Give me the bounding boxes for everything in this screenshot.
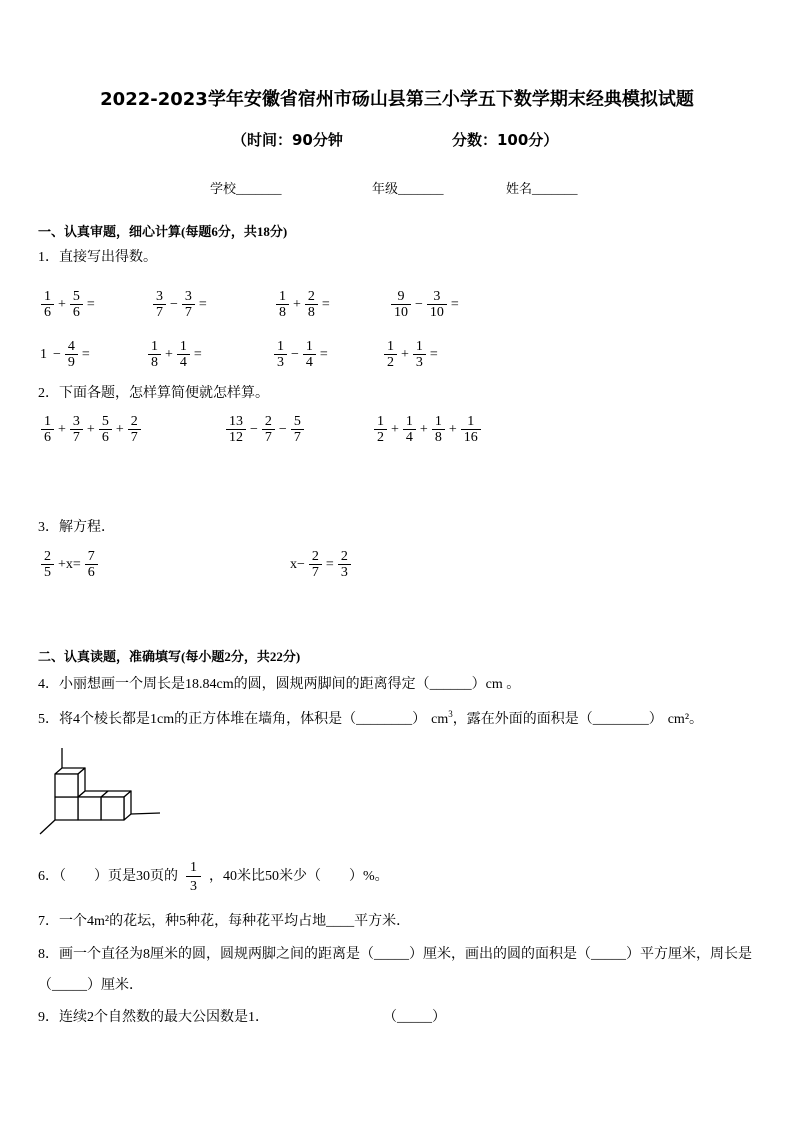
fraction-denominator: 6 (87, 565, 95, 580)
question-4: 4．小丽想画一个周长是18.84cm的圆，圆规两脚间的距离得定（______）cm 。 (38, 677, 521, 692)
fraction-denominator: 6 (101, 430, 109, 445)
fraction-denominator: 10 (394, 305, 408, 320)
question-5-text-b: ，露在外面的面积是（________） (452, 712, 663, 727)
unit-exponent: 3 (448, 709, 453, 719)
fraction-numerator: 4 (65, 340, 78, 355)
name-field: 姓名_______ (506, 181, 578, 196)
exam-time: （时间：90分钟 (232, 131, 343, 149)
fraction (70, 290, 83, 320)
operator: + (419, 422, 428, 437)
cube-stack-figure (30, 740, 170, 840)
fraction-numerator: 1 (148, 340, 161, 355)
fraction-denominator: 8 (151, 355, 158, 370)
operator: = (198, 297, 207, 312)
q2-expression (373, 415, 482, 445)
fraction-numerator: 3 (427, 290, 447, 305)
question-2-prompt: 2．下面各题，怎样算简便就怎样算。 (38, 386, 269, 401)
fraction (432, 415, 445, 445)
fraction-numerator: 3 (70, 415, 83, 430)
question-8-line-2: （_____）厘米． (38, 978, 143, 993)
fraction-numerator: 1 (461, 415, 481, 430)
operator: = (86, 297, 95, 312)
fraction (427, 290, 447, 320)
equation-term: x− (290, 557, 305, 572)
fraction (309, 550, 322, 580)
operator: − (415, 297, 423, 312)
fraction (374, 415, 387, 445)
school-field: 学校_______ (210, 181, 282, 196)
fraction-numerator: 2 (338, 550, 351, 565)
q1-expression (273, 340, 331, 370)
fraction-denominator: 7 (130, 430, 138, 445)
exam-score: 分数：100分） (452, 131, 559, 149)
q2-expression (225, 415, 305, 445)
fraction-denominator: 8 (279, 305, 286, 320)
q1-expression (390, 290, 462, 320)
fraction-numerator: 2 (262, 415, 275, 430)
fraction-denominator: 10 (429, 305, 444, 320)
cube (101, 791, 131, 820)
fraction-denominator: 3 (415, 355, 423, 370)
fraction-denominator: 5 (44, 565, 51, 580)
fraction-numerator: 5 (99, 415, 112, 430)
q1-expression (275, 290, 333, 320)
volume-unit (431, 709, 453, 727)
section-1-heading: 一、认真审题，细心计算(每题6分，共18分) (38, 224, 288, 239)
fraction-numerator: 1 (274, 340, 287, 355)
operator: + (401, 347, 409, 362)
fraction (274, 340, 287, 370)
operator: = (81, 347, 90, 362)
unit-cm: cm (431, 712, 449, 727)
operator: + (293, 297, 301, 312)
fraction-numerator: 1 (186, 859, 201, 877)
fraction-denominator: 3 (277, 355, 284, 370)
question-5-end: 。 (689, 712, 704, 727)
fraction (291, 415, 304, 445)
fraction-denominator: 4 (179, 355, 187, 370)
cube-front-face (55, 774, 78, 797)
operator: − (291, 347, 299, 362)
operator: = (321, 297, 330, 312)
fraction-numerator: 1 (374, 415, 387, 430)
q1-expression (147, 340, 205, 370)
cube (55, 768, 85, 797)
question-5-text-a: 5．将4个棱长都是1cm的正方体堆在墙角，体积是（________） (38, 712, 427, 727)
fraction-numerator: 5 (291, 415, 304, 430)
fraction (403, 415, 416, 445)
fraction-denominator: 16 (463, 430, 478, 445)
fraction (276, 290, 289, 320)
fraction-numerator: 1 (276, 290, 289, 305)
area-unit: cm² (667, 712, 690, 727)
operator: = (319, 347, 328, 362)
fraction-numerator: 1 (303, 340, 316, 355)
question-6-text-b: ，40米比50米少（ ）%。 (209, 869, 389, 884)
fraction (384, 340, 397, 370)
question-5 (38, 709, 704, 728)
fraction-numerator: 5 (70, 290, 83, 305)
q3-equation (40, 550, 99, 580)
fraction-denominator: 7 (311, 565, 319, 580)
fraction-denominator: 6 (44, 305, 51, 320)
cube-front-face (101, 797, 124, 820)
operator: + (58, 297, 66, 312)
fraction-numerator: 2 (128, 415, 141, 430)
left-floor-line (40, 820, 55, 834)
fraction (186, 859, 201, 895)
fraction-denominator: 7 (293, 430, 301, 445)
fraction (305, 290, 318, 320)
fraction-numerator: 2 (305, 290, 318, 305)
exam-title: 2022-2023学年安徽省宿州市砀山县第三小学五下数学期末经典模拟试题 (100, 89, 694, 110)
fraction (262, 415, 275, 445)
fraction-numerator: 1 (41, 290, 54, 305)
question-3-prompt: 3．解方程． (38, 520, 115, 535)
fraction-numerator: 3 (153, 290, 166, 305)
fraction (226, 415, 246, 445)
q2-expression (40, 415, 142, 445)
fraction-numerator: 2 (309, 550, 322, 565)
fraction-numerator: 1 (384, 340, 397, 355)
fraction-denominator: 7 (156, 305, 163, 320)
whole-number: 1 (40, 347, 47, 362)
q1-expression (152, 290, 210, 320)
fraction (413, 340, 426, 370)
operator: + (115, 422, 124, 437)
back-floor-line (131, 813, 160, 814)
cube-front-face (55, 797, 78, 820)
fraction-denominator: 2 (387, 355, 394, 370)
fraction (128, 415, 141, 445)
fraction-denominator: 4 (305, 355, 313, 370)
operator: = (429, 347, 438, 362)
question-6 (38, 859, 389, 895)
cube-front-face (78, 797, 101, 820)
fraction (85, 550, 98, 580)
operator: − (53, 347, 61, 362)
fraction-numerator: 1 (41, 415, 54, 430)
fraction (41, 290, 54, 320)
question-8-line-1: 8．画一个直径为8厘米的圆，圆规两脚之间的距离是（_____）厘米，画出的圆的面积是（_____）平方厘米，周长是 (38, 947, 752, 962)
equation-term: +x= (58, 557, 81, 572)
fraction (303, 340, 316, 370)
operator: = (193, 347, 202, 362)
q3-equation (287, 550, 352, 580)
fraction (182, 290, 195, 320)
cube-right-face (78, 768, 85, 797)
fraction (391, 290, 411, 320)
fraction-numerator: 3 (182, 290, 195, 305)
cube-right-face (124, 791, 131, 820)
fraction-denominator: 8 (434, 430, 442, 445)
fraction-denominator: 9 (67, 355, 75, 370)
operator: = (325, 557, 334, 572)
fraction-denominator: 6 (44, 430, 51, 445)
operator: − (250, 422, 258, 437)
fraction (177, 340, 190, 370)
q1-expression (383, 340, 441, 370)
fraction-numerator: 1 (177, 340, 190, 355)
fraction (70, 415, 83, 445)
question-6-text-a: 6．（ ）页是30页的 (38, 869, 178, 884)
fraction-numerator: 7 (85, 550, 98, 565)
fraction-denominator: 7 (184, 305, 192, 320)
fraction (65, 340, 78, 370)
q1-expression (40, 290, 98, 320)
fraction-denominator: 8 (307, 305, 315, 320)
fraction-numerator: 1 (403, 415, 416, 430)
fraction-denominator: 3 (190, 879, 197, 894)
fraction (153, 290, 166, 320)
fraction-numerator: 9 (391, 290, 411, 305)
grade-field: 年级_______ (372, 181, 444, 196)
operator: + (165, 347, 173, 362)
fraction (41, 550, 54, 580)
fraction (99, 415, 112, 445)
fraction-denominator: 7 (72, 430, 80, 445)
question-9: 9．连续2个自然数的最大公因数是1． (38, 1010, 269, 1025)
operator: + (391, 422, 399, 437)
fraction-denominator: 6 (72, 305, 80, 320)
operator: + (58, 422, 66, 437)
fraction-denominator: 3 (340, 565, 348, 580)
operator: − (278, 422, 287, 437)
fraction-numerator: 1 (432, 415, 445, 430)
fraction-denominator: 7 (264, 430, 272, 445)
fraction-numerator: 13 (226, 415, 246, 430)
fraction (461, 415, 481, 445)
operator: = (450, 297, 459, 312)
fraction (148, 340, 161, 370)
fraction (338, 550, 351, 580)
question-7: 7．一个4m²的花坛，种5种花，每种花平均占地____平方米． (38, 914, 411, 929)
question-1-prompt: 1．直接写出得数。 (38, 250, 157, 265)
question-9-answer-blank: （_____） (383, 1010, 446, 1025)
fraction-denominator: 12 (229, 430, 243, 445)
section-2-heading: 二、认真读题，准确填写(每小题2分，共22分) (38, 649, 301, 664)
fraction-numerator: 2 (41, 550, 54, 565)
q1-expression (37, 340, 93, 370)
operator: + (448, 422, 457, 437)
fraction (41, 415, 54, 445)
fraction-denominator: 2 (377, 430, 384, 445)
fraction-numerator: 1 (413, 340, 426, 355)
operator: − (170, 297, 178, 312)
fraction-denominator: 4 (405, 430, 413, 445)
operator: + (86, 422, 95, 437)
cube (55, 797, 78, 820)
